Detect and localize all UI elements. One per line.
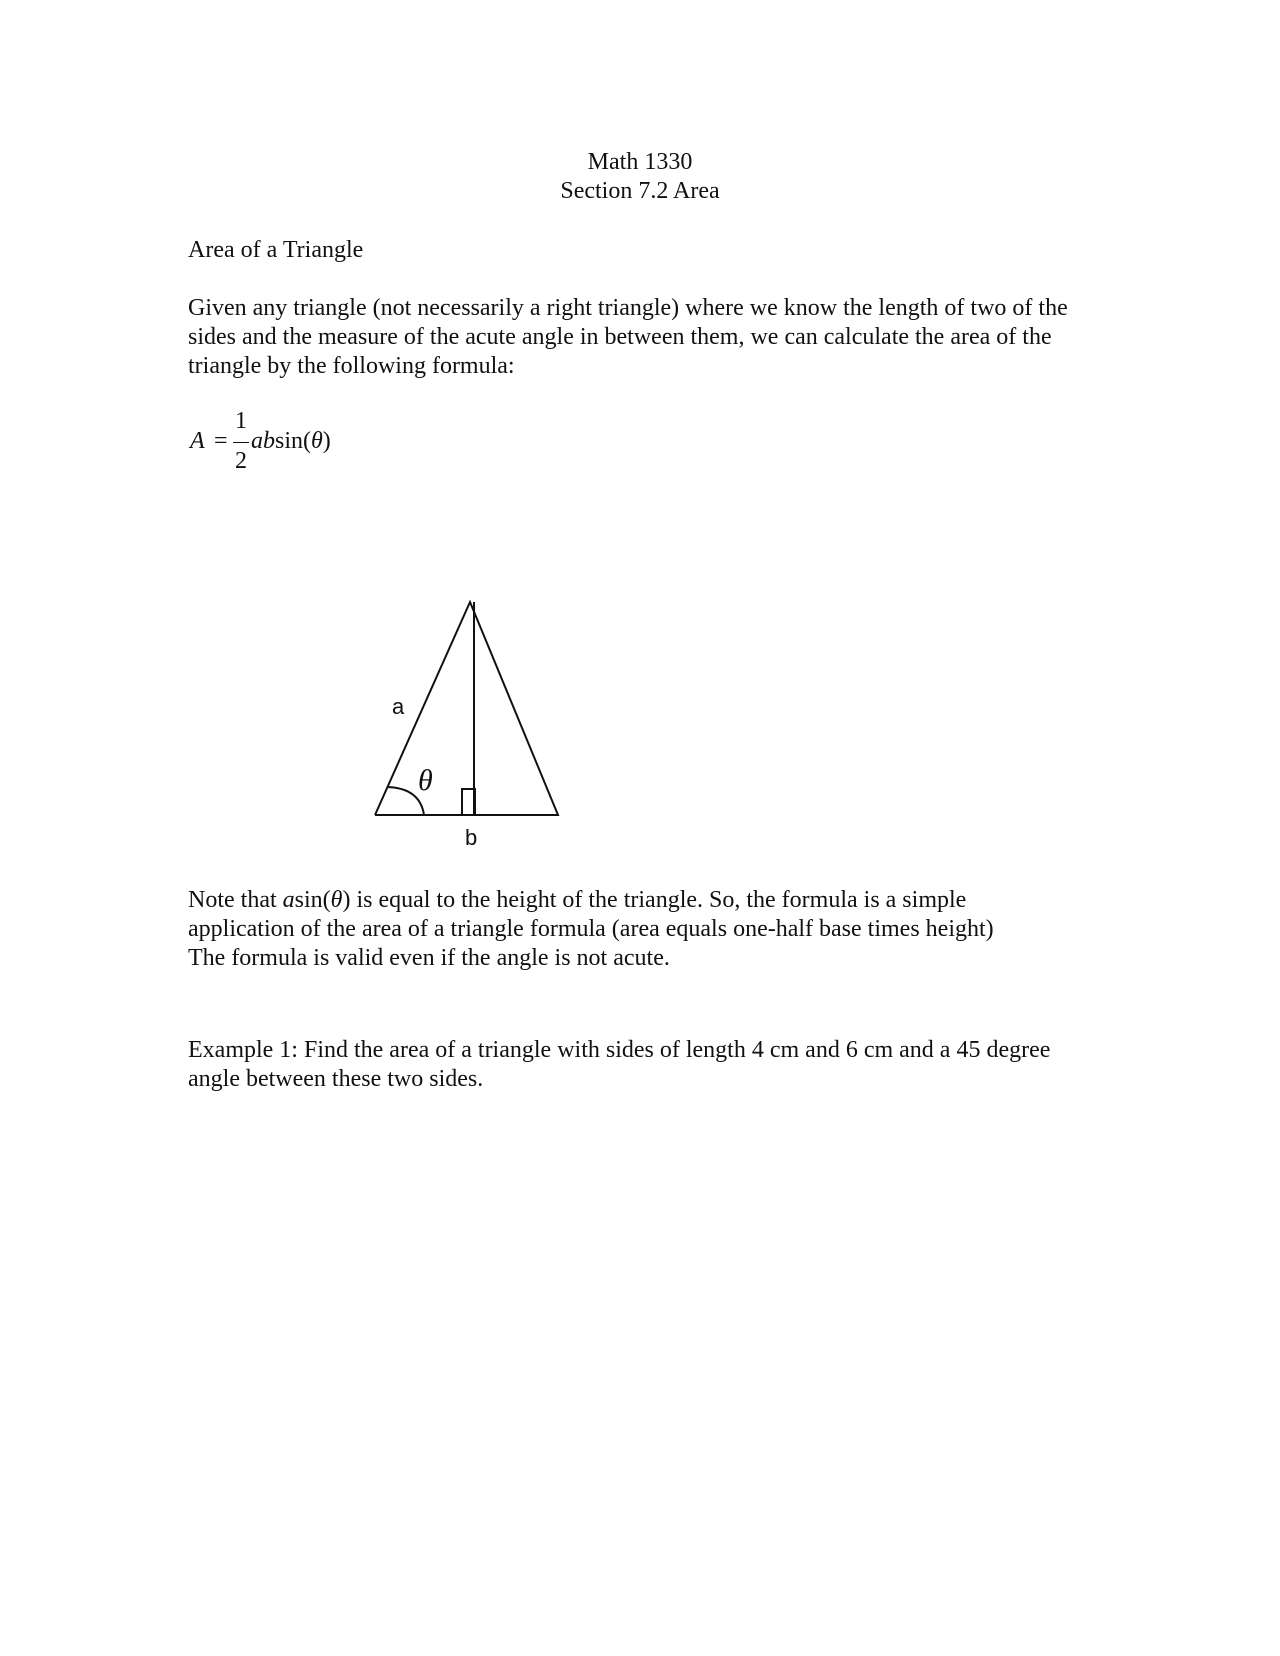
- intro-paragraph: Given any triangle (not necessarily a right triangle) where we know the length of two of the sides and the measure of the acute angle in between them, we can calculate the area of the triangle by the following formula:: [188, 295, 1068, 379]
- note-expr-var: a: [282, 887, 295, 913]
- note-line-1-rest: is equal to the height of the triangle. So, the formula is a simple: [350, 887, 967, 913]
- note-line-3: The formula is valid even if the angle is not acute.: [188, 945, 670, 971]
- example-line-2: angle between these two sides.: [188, 1066, 484, 1092]
- note-expr-close: ): [342, 887, 351, 913]
- example-line-1: Example 1: Find the area of a triangle with sides of length 4 cm and 6 cm and a 45 degree: [188, 1037, 1051, 1063]
- document-header: [0, 148, 1280, 206]
- note-line-2: application of the area of a triangle formula (area equals one-half base times height): [188, 916, 994, 942]
- example-1: [188, 1036, 1108, 1094]
- formula-denominator: 2: [235, 448, 247, 474]
- side-a-label: a: [392, 694, 405, 719]
- formula-rhs-close: ): [322, 428, 331, 454]
- formula-equals: =: [214, 428, 228, 454]
- triangle-diagram: [350, 590, 590, 860]
- formula-rhs-func: sin(: [275, 428, 311, 454]
- course-title: Math 1330: [587, 149, 693, 175]
- formula-numerator: 1: [235, 408, 247, 434]
- section-heading: Area of a Triangle: [188, 237, 364, 263]
- formula-rhs-angle: θ: [311, 428, 323, 454]
- formula-rhs-vars: ab: [251, 428, 275, 454]
- section-title: Section 7.2 Area: [560, 178, 720, 204]
- angle-theta-label: θ: [418, 764, 433, 797]
- note-line-1: [188, 886, 1108, 915]
- note-intro-text: Note that: [188, 887, 283, 913]
- formula-lhs: A: [190, 428, 205, 454]
- side-b-label: b: [465, 825, 478, 850]
- note-expr-angle: θ: [330, 887, 343, 913]
- formula-rhs: [251, 428, 331, 455]
- formula-fraction-bar: [233, 442, 249, 443]
- note-expr-func: sin(: [294, 887, 331, 913]
- note-paragraph: [188, 886, 1108, 973]
